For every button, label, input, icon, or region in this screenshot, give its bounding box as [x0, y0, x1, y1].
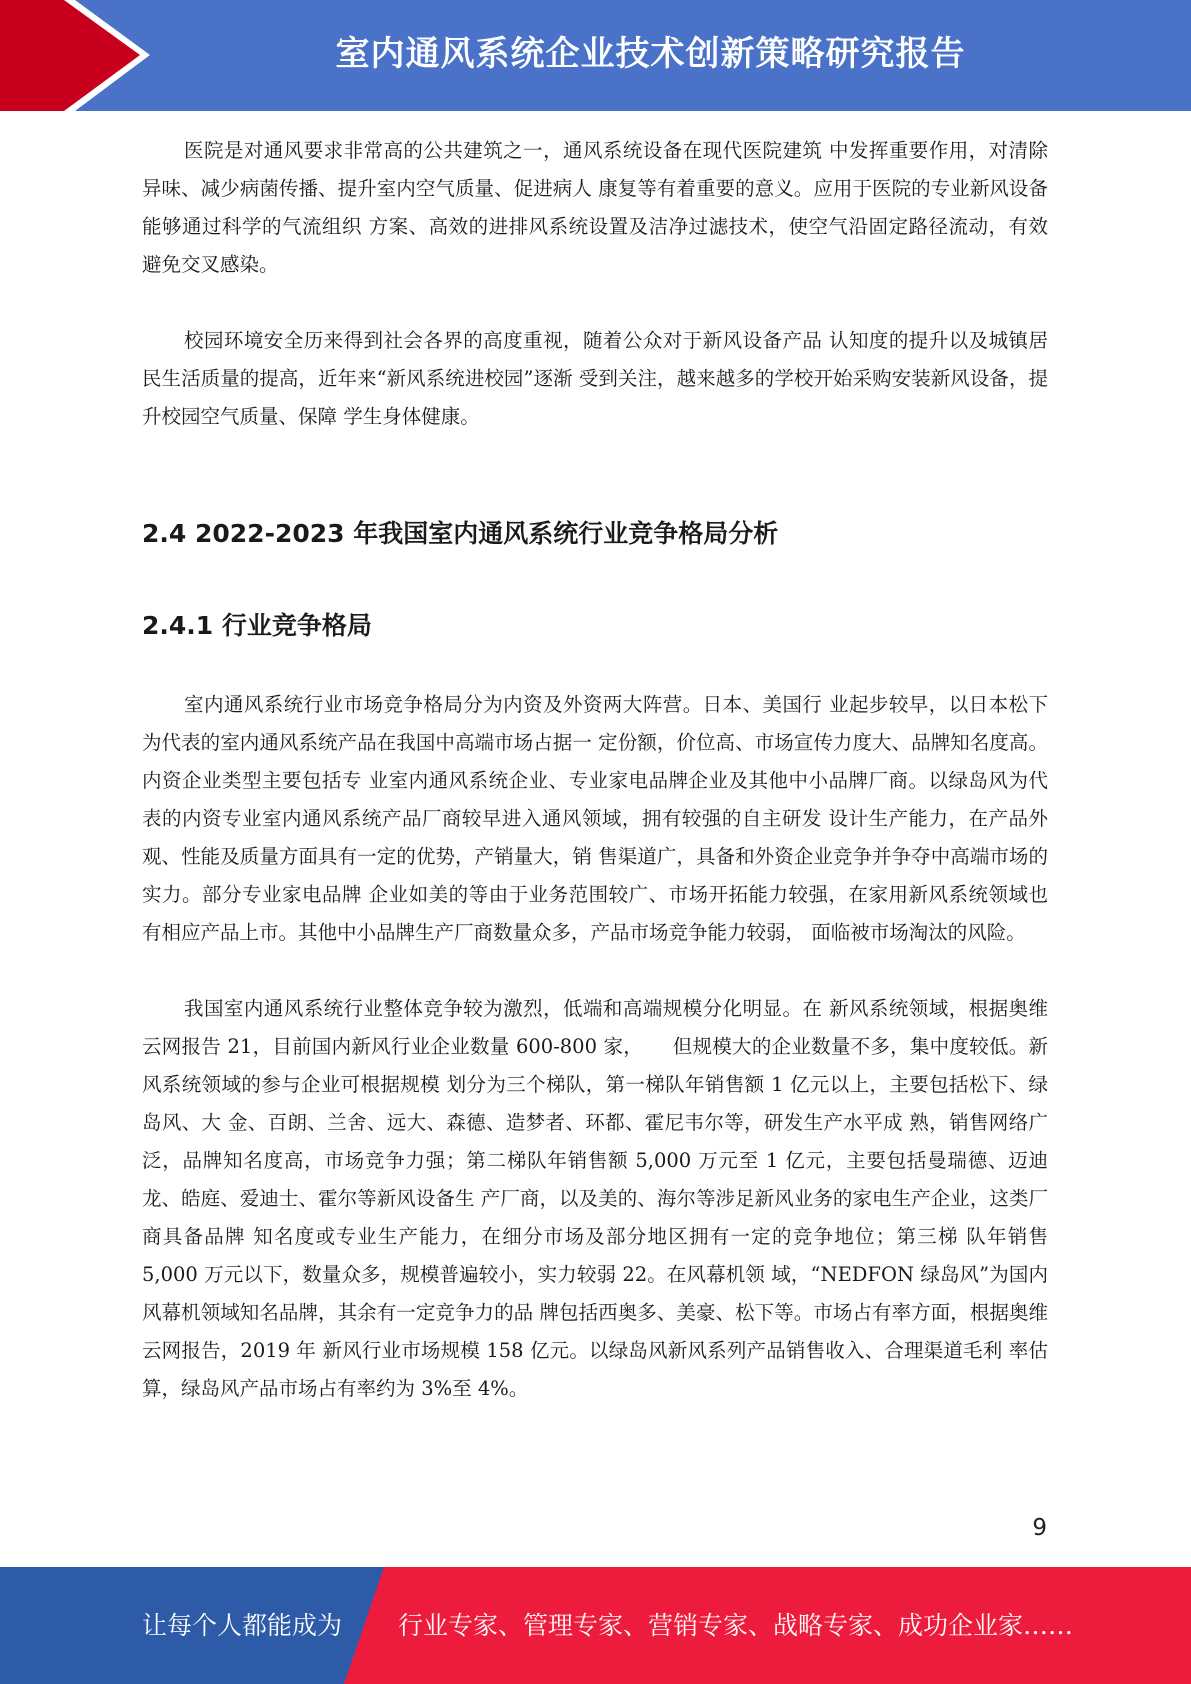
subsection-heading: 2.4.1 行业竞争格局	[142, 611, 372, 640]
paragraph-competition-tiers: 我国室内通风系统行业整体竞争较为激烈，低端和高端规模分化明显。在 新风系统领域，根据奥维云网报告 21，目前国内新风行业企业数量 600-800 家， 但规模大的企业数量不多，集中度较低。新风系统领域的参与企业可根据规模 划分为三个梯队，第一梯队年销售额 1 亿元以上，主要包括松下、绿岛风、大 金、百朗、兰舍、远大、森德、造梦者、环都、霍尼韦尔等，研发生产水平成 熟，销售网络广泛，品牌知名度高，市场竞争力强；第二梯队年销售额 5,000 万元至 1 亿元，主要包括曼瑞德、迈迪龙、皓庭、爱迪士、霍尔等新风设备生 产厂商，以及美的、海尔等涉足新风业务的家电生产企业，这类厂商具备品牌 知名度或专业生产能力，在细分市场及部分地区拥有一定的竞争地位；第三梯 队年销售 5,000 万元以下，数量众多，规模普遍较小，实力较弱 22。在风幕机领 域，“NEDFON 绿岛风”为国内风幕机领域知名品牌，其余有一定竞争力的品 牌包括西奥多、美豪、松下等。市场占有率方面，根据奥维云网报告，2019 年 新风行业市场规模 158 亿元。以绿岛风新风系列产品销售收入、合理渠道毛利 率估算，绿岛风产品市场占有率约为 3%至 4%。	[142, 997, 1048, 1400]
section-heading: 2.4 2022-2023 年我国室内通风系统行业竞争格局分析	[142, 519, 779, 548]
page-footer	[0, 1567, 1191, 1684]
page-number: 9	[1032, 1515, 1047, 1541]
footer-slogan-right: 行业专家、管理专家、营销专家、战略专家、成功企业家……	[398, 1611, 1074, 1640]
footer-slogan-left: 让每个人都能成为	[142, 1611, 343, 1640]
main-content	[142, 132, 1048, 1408]
page-header	[0, 0, 1191, 111]
header-chevron-decoration	[0, 0, 150, 111]
paragraph-hospital: 医院是对通风要求非常高的公共建筑之一，通风系统设备在现代医院建筑 中发挥重要作用，对清除异味、减少病菌传播、提升室内空气质量、促进病人 康复等有着重要的意义。应用于医院的专业新风设备能够通过科学的气流组织 方案、高效的进排风系统设置及洁净过滤技术，使空气沿固定路径流动，有效 避免交叉感染。	[142, 139, 1048, 276]
paragraph-campus: 校园环境安全历来得到社会各界的高度重视，随着公众对于新风设备产品 认知度的提升以及城镇居民生活质量的提高，近年来“新风系统进校园”逐渐 受到关注，越来越多的学校开始采购安装新风设备，提升校园空气质量、保障 学生身体健康。	[142, 329, 1048, 428]
paragraph-competition-landscape: 室内通风系统行业市场竞争格局分为内资及外资两大阵营。日本、美国行 业起步较早，以日本松下为代表的室内通风系统产品在我国中高端市场占据一 定份额，价位高、市场宣传力度大、品牌知名度高。内资企业类型主要包括专 业室内通风系统企业、专业家电品牌企业及其他中小品牌厂商。以绿岛风为代 表的内资专业室内通风系统产品厂商较早进入通风领域，拥有较强的自主研发 设计生产能力，在产品外观、性能及质量方面具有一定的优势，产销量大，销 售渠道广，具备和外资企业竞争并争夺中高端市场的实力。部分专业家电品牌 企业如美的等由于业务范围较广、市场开拓能力较强，在家用新风系统领域也 有相应产品上市。其他中小品牌生产厂商数量众多，产品市场竞争能力较弱， 面临被市场淘汰的风险。	[142, 693, 1048, 944]
header-title: 室内通风系统企业技术创新策略研究报告	[335, 34, 966, 74]
